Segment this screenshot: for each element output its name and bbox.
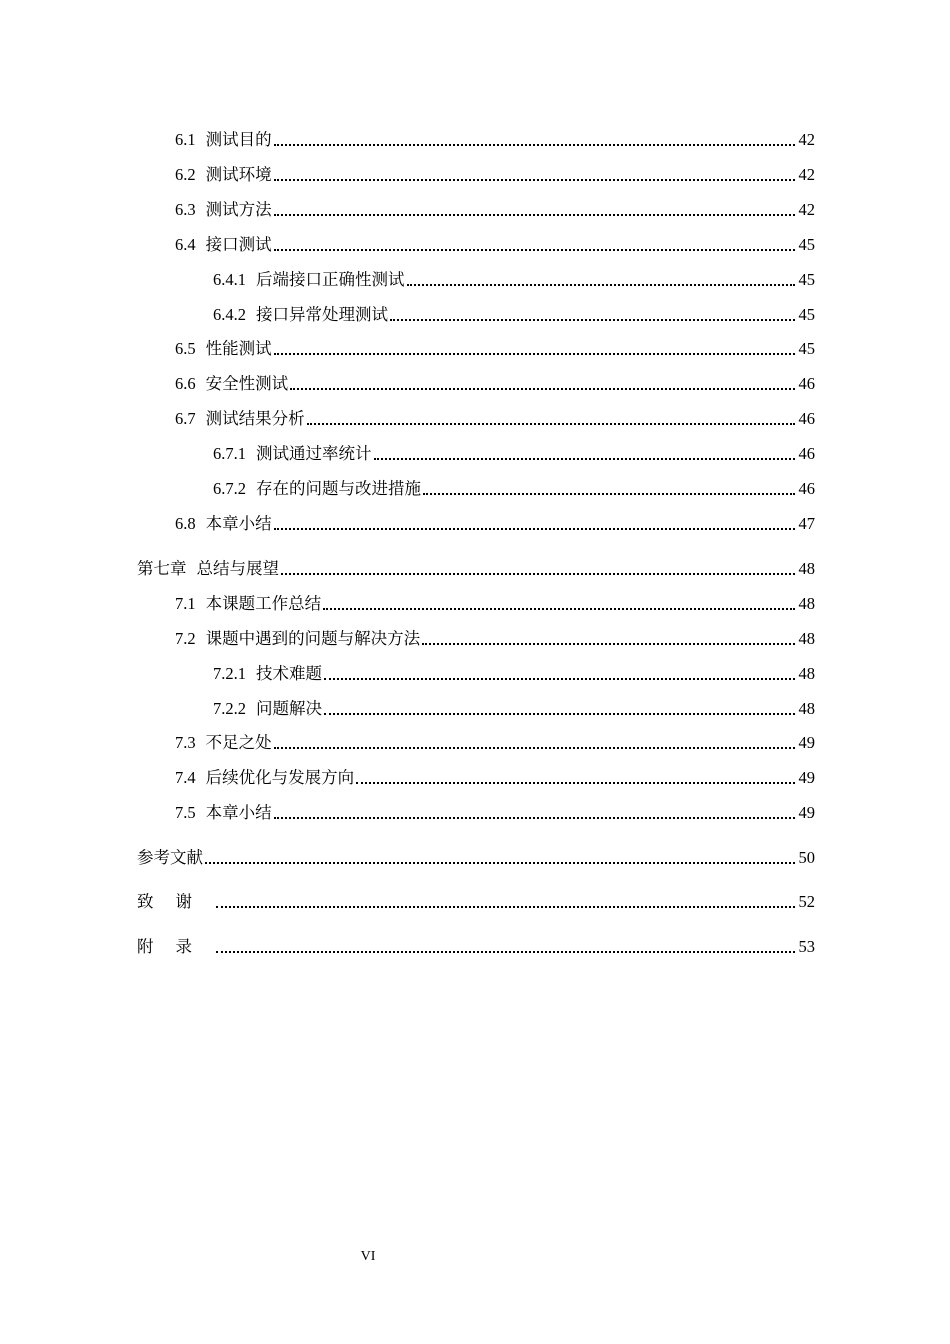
dot-leader — [274, 179, 795, 181]
toc-entry-page: 49 — [798, 803, 815, 822]
toc-entry-number: 6.5 — [175, 339, 196, 358]
dot-leader — [274, 353, 795, 355]
toc-entry-title: 不足之处 — [205, 733, 272, 752]
toc-entry-page: 48 — [798, 699, 815, 718]
toc-entry-number: 6.4.2 — [213, 305, 246, 324]
toc-entry-title: 接口异常处理测试 — [256, 305, 388, 324]
toc-entry-title: 总结与展望 — [196, 559, 279, 578]
toc-entry-title: 本章小结 — [205, 514, 272, 533]
toc-entry-page: 46 — [798, 374, 815, 393]
toc-entry-number: 6.7.1 — [213, 444, 246, 463]
toc-entry-title: 参考文献 — [137, 848, 203, 867]
toc-entry-chapter-7[interactable] — [137, 557, 815, 581]
toc-entry-page: 46 — [798, 444, 815, 463]
toc-entry-6-7[interactable] — [175, 407, 815, 431]
toc-entry-7-4[interactable] — [175, 766, 815, 790]
toc-entry-6-3[interactable] — [175, 198, 815, 222]
toc-entry-title: 安全性测试 — [205, 374, 289, 393]
dot-leader — [274, 747, 795, 749]
toc-entry-page: 50 — [798, 848, 815, 867]
toc-entry-references[interactable] — [137, 846, 815, 870]
toc-entry-number: 7.4 — [175, 768, 196, 787]
toc-entry-6-7-2[interactable] — [213, 477, 815, 501]
toc-entry-title: 附录 — [137, 937, 214, 956]
toc-entry-7-2[interactable] — [175, 627, 815, 651]
toc-entry-6-8[interactable] — [175, 512, 815, 536]
dot-leader — [274, 144, 795, 146]
dot-leader — [423, 493, 795, 495]
toc-entry-title: 后端接口正确性测试 — [256, 270, 405, 289]
toc-entry-page: 48 — [798, 664, 815, 683]
dot-leader — [390, 319, 795, 321]
toc-entry-title: 测试方法 — [205, 200, 272, 219]
toc-entry-7-1[interactable] — [175, 592, 815, 616]
toc-entry-6-4-2[interactable] — [213, 303, 815, 327]
toc-entry-page: 48 — [798, 594, 815, 613]
toc-entry-7-2-1[interactable] — [213, 662, 815, 686]
toc-entry-title: 存在的问题与改进措施 — [256, 479, 421, 498]
toc-entry-page: 46 — [798, 479, 815, 498]
toc-entry-page: 49 — [798, 733, 815, 752]
toc-entry-page: 42 — [798, 130, 815, 149]
dot-leader — [307, 423, 795, 425]
toc-entry-number: 6.6 — [175, 374, 196, 393]
dot-leader — [205, 862, 795, 864]
toc-entry-title: 测试通过率统计 — [256, 444, 372, 463]
dot-leader — [356, 782, 795, 784]
dot-leader — [274, 817, 795, 819]
toc-entry-title: 问题解决 — [256, 699, 322, 718]
toc-entry-page: 45 — [798, 270, 815, 289]
dot-leader — [216, 906, 795, 908]
toc-entry-number: 6.2 — [175, 165, 196, 184]
dot-leader — [274, 249, 795, 251]
dot-leader — [324, 713, 795, 715]
toc-entry-number: 7.1 — [175, 594, 196, 613]
toc-entry-6-2[interactable] — [175, 163, 815, 187]
toc-entry-title: 课题中遇到的问题与解决方法 — [205, 629, 421, 648]
toc-entry-page: 42 — [798, 165, 815, 184]
dot-leader — [274, 528, 795, 530]
toc-entry-number: 6.4.1 — [213, 270, 246, 289]
toc-entry-number: 7.5 — [175, 803, 196, 822]
toc-entry-number: 6.7.2 — [213, 479, 246, 498]
toc-entry-6-4[interactable] — [175, 233, 815, 257]
toc-entry-6-7-1[interactable] — [213, 442, 815, 466]
toc-entry-page: 45 — [798, 305, 815, 324]
toc-entry-number: 第七章 — [137, 559, 187, 578]
toc-entry-page: 53 — [798, 937, 815, 956]
toc-entry-title: 测试环境 — [205, 165, 272, 184]
toc-entry-page: 45 — [798, 339, 815, 358]
dot-leader — [323, 608, 795, 610]
toc-entry-title: 测试目的 — [205, 130, 272, 149]
toc-entry-page: 47 — [798, 514, 815, 533]
dot-leader — [422, 643, 795, 645]
toc-entry-page: 45 — [798, 235, 815, 254]
toc-entry-page: 46 — [798, 409, 815, 428]
toc-entry-number: 6.7 — [175, 409, 196, 428]
toc-entry-7-5[interactable] — [175, 801, 815, 825]
toc-entry-number: 6.8 — [175, 514, 196, 533]
toc-entry-page: 42 — [798, 200, 815, 219]
page-number-footer: VI — [360, 1249, 376, 1264]
toc-entry-number: 6.1 — [175, 130, 196, 149]
toc-entry-7-2-2[interactable] — [213, 697, 815, 721]
toc-entry-6-5[interactable] — [175, 337, 815, 361]
toc-entry-page: 52 — [798, 892, 815, 911]
toc-entry-6-6[interactable] — [175, 372, 815, 396]
toc-entry-6-4-1[interactable] — [213, 268, 815, 292]
toc-entry-number: 7.3 — [175, 733, 196, 752]
toc-entry-number: 6.3 — [175, 200, 196, 219]
toc-entry-page: 48 — [798, 559, 815, 578]
dot-leader — [290, 388, 795, 390]
toc-entry-title: 性能测试 — [205, 339, 272, 358]
toc-entry-title: 本章小结 — [205, 803, 272, 822]
dot-leader — [281, 573, 795, 575]
toc-entry-number: 7.2 — [175, 629, 196, 648]
dot-leader — [274, 214, 795, 216]
toc-entry-6-1[interactable] — [175, 128, 815, 152]
toc-entry-appendix[interactable] — [137, 935, 815, 959]
toc-entry-number: 7.2.2 — [213, 699, 246, 718]
dot-leader — [324, 678, 795, 680]
toc-entry-page: 48 — [798, 629, 815, 648]
dot-leader — [216, 951, 795, 953]
dot-leader — [407, 284, 796, 286]
dot-leader — [374, 458, 796, 460]
toc-entry-title: 致谢 — [137, 892, 214, 911]
toc-entry-title: 技术难题 — [256, 664, 322, 683]
toc-entry-title: 接口测试 — [205, 235, 272, 254]
toc-entry-title: 后续优化与发展方向 — [205, 768, 355, 787]
toc-entry-acknowledgements[interactable] — [137, 890, 815, 914]
toc-entry-7-3[interactable] — [175, 731, 815, 755]
toc-entry-number: 6.4 — [175, 235, 196, 254]
toc-entry-page: 49 — [798, 768, 815, 787]
toc-entry-number: 7.2.1 — [213, 664, 246, 683]
toc-entry-title: 本课题工作总结 — [205, 594, 322, 613]
toc-entry-title: 测试结果分析 — [205, 409, 305, 428]
